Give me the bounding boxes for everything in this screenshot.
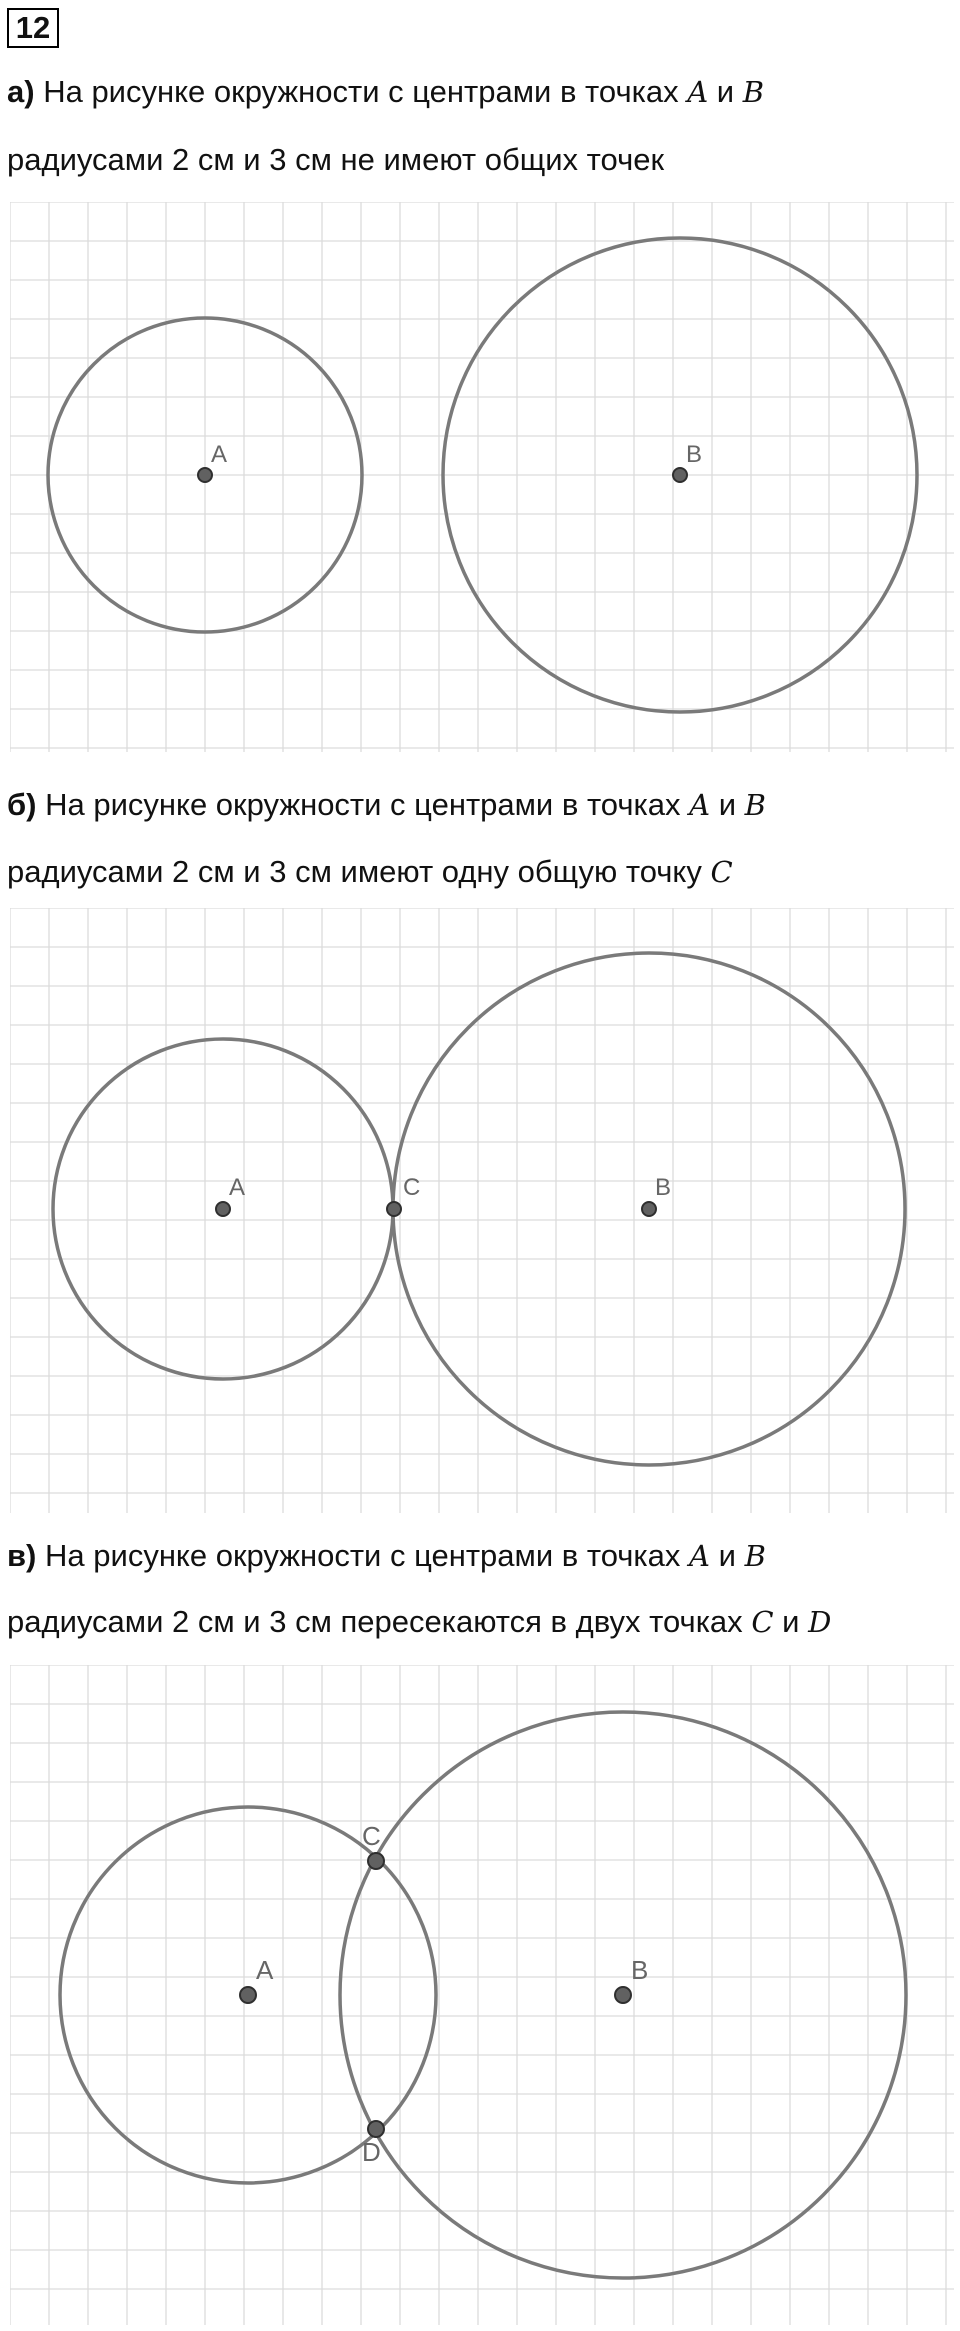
part-c-conj2: и bbox=[782, 1604, 800, 1639]
point-a bbox=[216, 1202, 230, 1216]
part-c-point1: C bbox=[751, 1605, 774, 1639]
part-a-center2: B bbox=[742, 75, 765, 109]
point-c bbox=[368, 1853, 384, 1869]
part-a-text1: На рисунке окружности с центрами в точках bbox=[43, 74, 679, 109]
part-c-text2: радиусами 2 см и 3 см пересекаются в двух точках bbox=[7, 1604, 743, 1639]
figure-b bbox=[10, 908, 954, 1513]
point-c bbox=[387, 1202, 401, 1216]
part-b-conj: и bbox=[718, 787, 737, 822]
point-a bbox=[240, 1987, 256, 2003]
part-b-line2 bbox=[7, 852, 733, 892]
part-b-text2: радиусами 2 см и 3 см имеют одну общую точку bbox=[7, 854, 702, 889]
part-b-label: б) bbox=[7, 787, 37, 822]
label-d: D bbox=[362, 2137, 381, 2167]
part-c-center1: A bbox=[689, 1539, 710, 1573]
task-number: 12 bbox=[7, 8, 59, 48]
figure-c bbox=[10, 1665, 954, 2325]
grid-b bbox=[10, 908, 954, 1513]
label-c: C bbox=[403, 1174, 421, 1201]
part-c-conj: и bbox=[718, 1538, 736, 1573]
part-c-label: в) bbox=[7, 1538, 37, 1573]
part-c-line1 bbox=[7, 1536, 766, 1576]
point-b bbox=[642, 1202, 656, 1216]
point-d bbox=[368, 2121, 384, 2137]
label-a: A bbox=[211, 441, 228, 468]
part-a-conj: и bbox=[716, 74, 735, 109]
label-a: A bbox=[256, 1955, 274, 1985]
label-b: B bbox=[686, 441, 703, 468]
part-c-text1: На рисунке окружности с центрами в точках bbox=[45, 1538, 681, 1573]
part-a-center1: A bbox=[687, 75, 709, 109]
part-a-line2 bbox=[7, 140, 664, 180]
point-a bbox=[198, 468, 212, 482]
part-b-point: C bbox=[710, 855, 733, 889]
part-a-label: а) bbox=[7, 74, 35, 109]
part-b-text1: На рисунке окружности с центрами в точках bbox=[45, 787, 681, 822]
part-a-text2: радиусами 2 см и 3 см не имеют общих точек bbox=[7, 142, 665, 177]
label-c: C bbox=[362, 1821, 381, 1851]
label-a: A bbox=[229, 1174, 246, 1201]
part-b-center2: B bbox=[744, 788, 766, 822]
grid-c bbox=[10, 1665, 954, 2325]
part-c-line2 bbox=[7, 1602, 831, 1642]
label-b: B bbox=[631, 1955, 649, 1985]
figure-a bbox=[10, 202, 954, 752]
part-a-line1 bbox=[7, 72, 764, 112]
label-b: B bbox=[655, 1174, 672, 1201]
point-b bbox=[615, 1987, 631, 2003]
part-b-line1 bbox=[7, 785, 766, 825]
point-b bbox=[673, 468, 687, 482]
part-c-center2: B bbox=[744, 1539, 766, 1573]
part-b-center1: A bbox=[689, 788, 711, 822]
part-c-point2: D bbox=[808, 1605, 832, 1639]
